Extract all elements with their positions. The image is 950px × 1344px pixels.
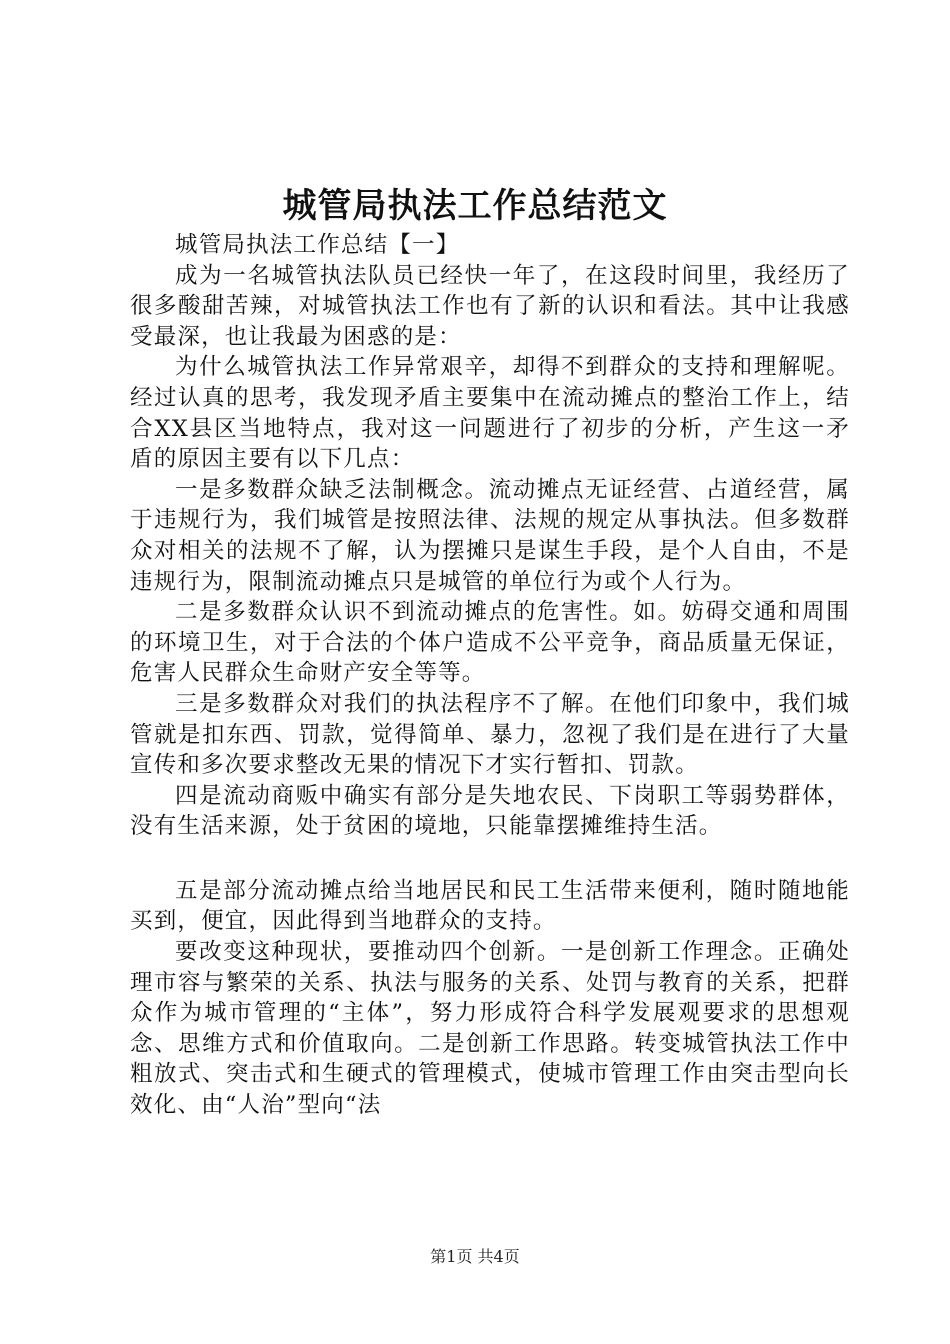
paragraph: 要改变这种现状，要推动四个创新。一是创新工作理念。正确处理市容与繁荣的关系、执法与服务的关系、处罚与教育的关系，把群众作为城市管理的“主体”，努力形成符合科学发展观要求的思想观念、思维方式和价值取向。二是创新工作思路。转变城管执法工作中粗放式、突击式和生硬式的管理模式，使城市管理工作由突击型向长效化、由“人治”型向“法 — [130, 939, 850, 1119]
document-body — [130, 230, 850, 1121]
paragraph: 二是多数群众认识不到流动摊点的危害性。如。妨碍交通和周围的环境卫生，对于合法的个体户造成不公平竞争，商品质量无保证，危害人民群众生命财产安全等等。 — [130, 599, 850, 687]
document-title: 城管局执法工作总结范文 — [282, 186, 668, 226]
paragraph: 为什么城管执法工作异常艰辛，却得不到群众的支持和理解呢。经过认真的思考，我发现矛盾主要集中在流动摊点的整治工作上，结合XX县区当地特点，我对这一问题进行了初步的分析，产生这一矛盾的原因主要有以下几点： — [130, 354, 850, 473]
section-heading: 城管局执法工作总结【一】 — [175, 232, 460, 258]
paragraph: 四是流动商贩中确实有部分是失地农民、下岗职工等弱势群体，没有生活来源，处于贫困的境地，只能靠摆摊维持生活。 — [130, 782, 850, 840]
paragraph: 五是部分流动摊点给当地居民和民工生活带来便利，随时随地能买到，便宜，因此得到当地群众的支持。 — [130, 877, 850, 935]
paragraph: 一是多数群众缺乏法制概念。流动摊点无证经营、占道经营，属于违规行为，我们城管是按照法律、法规的规定从事执法。但多数群众对相关的法规不了解，认为摆摊只是谋生手段，是个人自由，不是违规行为，限制流动摊点只是城管的单位行为或个人行为。 — [130, 476, 850, 595]
paragraph: 三是多数群众对我们的执法程序不了解。在他们印象中，我们城管就是扣东西、罚款，觉得简单、暴力，忽视了我们是在进行了大量宣传和多次要求整改无果的情况下才实行暂扣、罚款。 — [130, 690, 850, 779]
page-footer: 第1页 共4页 — [430, 1247, 520, 1266]
paragraph: 成为一名城管执法队员已经快一年了，在这段时间里，我经历了很多酸甜苦辣，对城管执法工作也有了新的认识和看法。其中让我感受最深，也让我最为困惑的是： — [130, 262, 850, 350]
